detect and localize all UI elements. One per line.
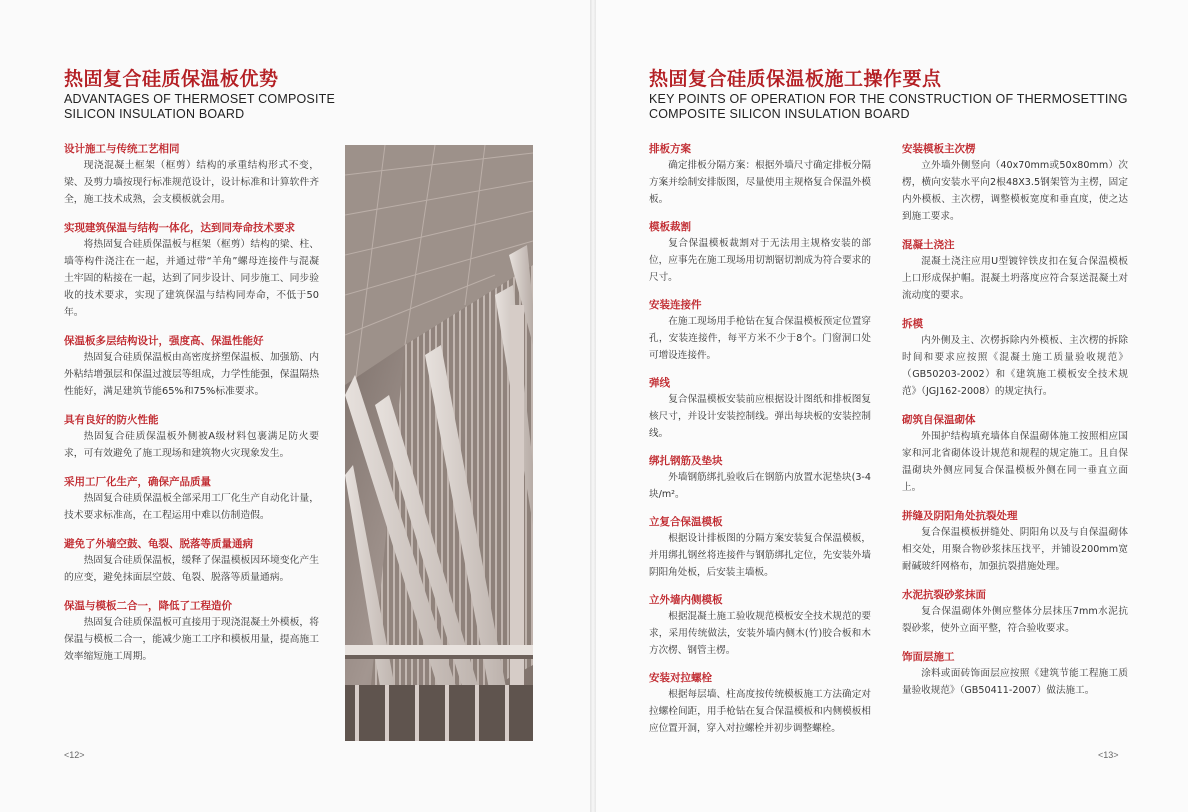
section-body: 在施工现场用手枪钻在复合保温模板预定位置穿孔，安装连接件，每平方米不少于8个。门窗洞口处可增设连接件。 xyxy=(649,316,871,361)
right-title-cn: 热固复合硅质保温板施工操作要点 xyxy=(649,68,942,90)
section-title: 设计施工与传统工艺相同 xyxy=(64,143,180,155)
step-section xyxy=(902,141,1128,225)
section-title: 拼缝及阴阳角处抗裂处理 xyxy=(902,510,1018,522)
right-steps-column-1 xyxy=(649,141,871,737)
section-body: 根据每层墙、柱高度按传统模板施工方法确定对拉螺栓间距，用手枪钻在复合保温模板和内侧模板相应位置开洞，穿入对拉螺栓并初步调整螺栓。 xyxy=(649,689,871,734)
section-body: 复合保温模板拼缝处、阴阳角以及与自保温砌体相交处，用聚合物砂浆抹压找平，并铺设200mm宽耐碱玻纤网格布，加强抗裂措施处理。 xyxy=(902,527,1128,572)
section-body: 热固复合硅质保温板全部采用工厂化生产自动化计量，技术要求标准高，在工程运用中难以仿制造假。 xyxy=(64,493,319,521)
section-body: 热固复合硅质保温板由高密度挤塑保温板、加强筋、内外粘结增强层和保温过渡层等组成，力学性能强，保温隔热性能好，满足建筑节能65%和75%标准要求。 xyxy=(64,352,319,397)
right-steps-column-2 xyxy=(902,141,1128,699)
section-title: 混凝土浇注 xyxy=(902,239,955,251)
section-body: 涂料或面砖饰面层应按照《建筑节能工程施工质量验收规范》（GB50411-2007）做法施工。 xyxy=(902,668,1128,696)
advantage-section xyxy=(64,333,319,400)
page-number-left: <12> xyxy=(64,750,85,760)
step-section xyxy=(902,316,1128,400)
step-section xyxy=(902,237,1128,304)
section-title: 实现建筑保温与结构一体化，达到同寿命技术要求 xyxy=(64,222,295,234)
step-section xyxy=(649,375,871,442)
section-title: 具有良好的防火性能 xyxy=(64,414,159,426)
section-title: 砌筑自保温砌体 xyxy=(902,414,976,426)
advantage-section xyxy=(64,141,319,208)
section-title: 水泥抗裂砂浆抹面 xyxy=(902,589,986,601)
advantage-section xyxy=(64,536,319,586)
advantage-section xyxy=(64,220,319,321)
section-body: 复合保温砌体外侧应整体分层抹压7mm水泥抗裂砂浆，使外立面平整，符合验收要求。 xyxy=(902,606,1128,634)
section-body: 复合保温模板裁割对于无法用主规格安装的部位，应事先在施工现场用切割锯切割成为符合要求的尺寸。 xyxy=(649,238,871,283)
section-body: 热固复合硅质保温板可直接用于现浇混凝土外模板，将保温与模板二合一，能减少施工工序和模板用量，提高施工效率缩短施工周期。 xyxy=(64,617,319,662)
section-body: 混凝土浇注应用U型镀锌铁皮扣在复合保温模板上口形成保护帽。混凝土坍落度应符合泵送混凝土对流动度的要求。 xyxy=(902,256,1128,301)
section-body: 根据混凝土施工验收规范模板安全技术规范的要求，采用传统做法，安装外墙内侧木(竹)胶合板和木方次楞、钢管主楞。 xyxy=(649,611,871,656)
step-section xyxy=(649,297,871,364)
right-title-en-line2: COMPOSITE SILICON INSULATION BOARD xyxy=(649,107,910,121)
right-page xyxy=(596,0,1188,812)
section-title: 保温与模板二合一，降低了工程造价 xyxy=(64,600,232,612)
building-canopy-photo xyxy=(345,145,533,741)
step-section xyxy=(902,412,1128,496)
step-section xyxy=(902,649,1128,699)
section-body: 外围护结构填充墙体自保温砌体施工按照相应国家和河北省砌体设计规范和规程的规定施工。且自保温砌块外侧应同复合保温模板外侧在同一垂直立面上。 xyxy=(902,431,1128,493)
section-body: 外墙钢筋绑扎验收后在钢筋内放置水泥垫块(3-4块/m²。 xyxy=(649,472,871,500)
left-title-en-line2: SILICON INSULATION BOARD xyxy=(64,107,245,121)
building-canopy-illustration xyxy=(345,145,533,741)
advantage-section xyxy=(64,474,319,524)
section-title: 绑扎钢筋及垫块 xyxy=(649,455,723,467)
step-section xyxy=(649,514,871,581)
step-section xyxy=(649,141,871,208)
section-body: 热固复合硅质保温板，缓释了保温模板因环境变化产生的应变，避免抹面层空鼓、龟裂、脱落等质量通病。 xyxy=(64,555,319,583)
section-body: 现浇混凝土框架（框剪）结构的承重结构形式不变，梁、及剪力墙按现行标准规范设计，设计标准和计算软件齐全，施工技术成熟，会支模板就会用。 xyxy=(64,160,319,205)
left-advantages-column xyxy=(64,141,319,665)
section-title: 立外墙内侧模板 xyxy=(649,594,723,606)
step-section xyxy=(649,592,871,659)
section-title: 保温板多层结构设计，强度高、保温性能好 xyxy=(64,335,264,347)
section-body: 内外侧及主、次楞拆除内外模板、主次楞的拆除时间和要求应按照《混凝土施工质量验收规范》（GB50203-2002）和《建筑施工模板安全技术规范》（JGJ162-2008）的规定执行。 xyxy=(902,335,1128,397)
section-title: 安装对拉螺栓 xyxy=(649,672,712,684)
page-number-right: <13> xyxy=(1098,750,1119,760)
step-section xyxy=(649,453,871,503)
section-title: 避免了外墙空鼓、龟裂、脱落等质量通病 xyxy=(64,538,253,550)
section-title: 排板方案 xyxy=(649,143,691,155)
section-title: 采用工厂化生产，确保产品质量 xyxy=(64,476,211,488)
section-title: 安装模板主次楞 xyxy=(902,143,976,155)
right-title-en-line1: KEY POINTS OF OPERATION FOR THE CONSTRUCTION OF THERMOSETTING xyxy=(649,92,1128,106)
left-page xyxy=(0,0,590,812)
section-body: 复合保温模板安装前应根据设计图纸和排板图复核尺寸，并设计安装控制线。弹出每块板的安装控制线。 xyxy=(649,394,871,439)
section-body: 根据设计排板图的分隔方案安装复合保温模板，并用绑扎钢丝将连接件与钢筋绑扎定位，先安装外墙阴阳角处板，后安装主墙板。 xyxy=(649,533,871,578)
section-body: 热固复合硅质保温板外侧被A级材料包裹满足防火要求，可有效避免了施工现场和建筑物火灾现象发生。 xyxy=(64,431,319,459)
advantage-section xyxy=(64,598,319,665)
step-section xyxy=(902,587,1128,637)
section-title: 模板裁割 xyxy=(649,221,691,233)
section-body: 确定排板分隔方案：根据外墙尺寸确定排板分隔方案并绘制安排版图，尽量使用主规格复合保温外模板。 xyxy=(649,160,871,205)
advantage-section xyxy=(64,412,319,462)
step-section xyxy=(649,219,871,286)
section-body: 将热固复合硅质保温板与框架（框剪）结构的梁、柱、墙等构件浇注在一起，并通过带“羊角”螺母连接件与混凝土牢固的粘接在一起，达到了同步设计、同步施工、同步验收的技术要求，实现了建筑保温与结构同寿命，不低于50年。 xyxy=(64,239,319,318)
step-section xyxy=(649,670,871,737)
section-title: 立复合保温模板 xyxy=(649,516,723,528)
section-title: 弹线 xyxy=(649,377,670,389)
section-body: 立外墙外侧竖向（40x70mm或50x80mm）次楞，横向安装水平向2根48X3.5钢架管为主楞，固定内外模板、主次楞，调整模板宽度和垂直度，使之达到施工要求。 xyxy=(902,160,1128,222)
section-title: 安装连接件 xyxy=(649,299,702,311)
left-title-cn: 热固复合硅质保温板优势 xyxy=(64,68,279,90)
section-title: 饰面层施工 xyxy=(902,651,955,663)
left-title-en-line1: ADVANTAGES OF THERMOSET COMPOSITE xyxy=(64,92,335,106)
section-title: 拆模 xyxy=(902,318,923,330)
step-section xyxy=(902,508,1128,575)
